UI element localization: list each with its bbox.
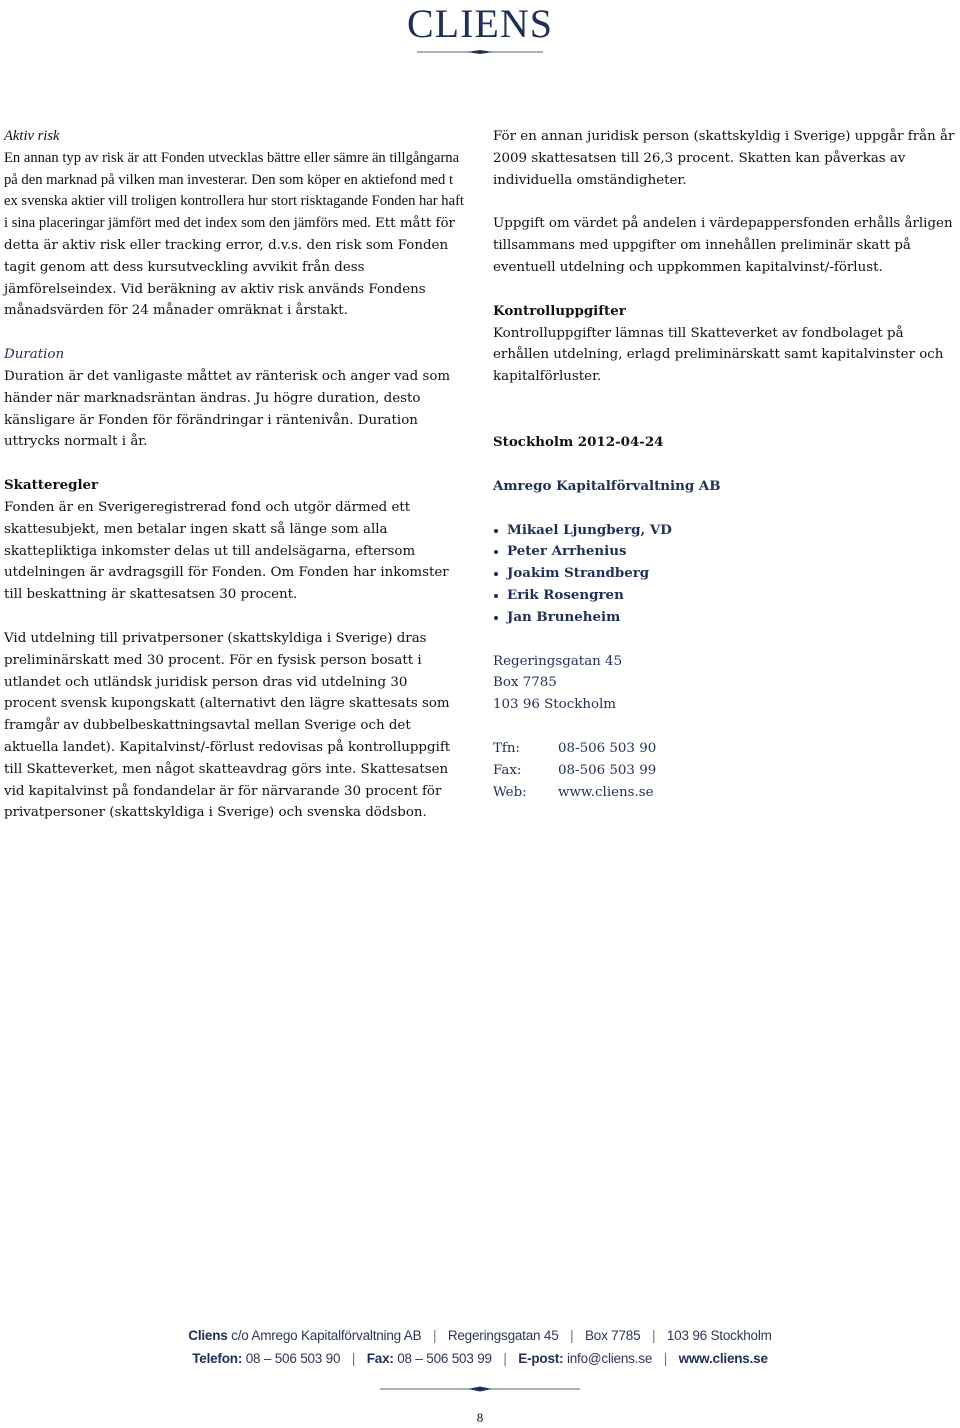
- footer-email-link[interactable]: info@cliens.se: [566, 1351, 653, 1366]
- logo-text: CLIENS: [407, 1, 553, 46]
- footer-separator: |: [432, 1328, 437, 1343]
- cliens-logo: [0, 2, 960, 46]
- footer-co: c/o Amrego Kapitalförvaltning AB: [231, 1328, 422, 1343]
- contact-phone: [493, 738, 958, 760]
- contact-value: 08-506 503 90: [558, 740, 657, 756]
- footer-brand: Cliens: [188, 1328, 228, 1343]
- aktiv-risk-rest: Ett mått för detta är aktiv risk eller tracking error, d.v.s. den risk som Fonden tagit genom att dess kursutveckling avvikit från dess jämförelseindex. Vid beräkning av aktiv risk används Fondens månadsvärden för 24 månader omräknat i årstakt.: [4, 216, 455, 319]
- place-date: Stockholm 2012-04-24: [493, 433, 664, 450]
- footer-box: Box 7785: [584, 1328, 641, 1343]
- skatteregler-heading: Skatteregler: [4, 477, 99, 494]
- right-column: [493, 126, 958, 803]
- address-street: Regeringsgatan 45: [493, 653, 623, 669]
- footer-fax-label: Fax:: [366, 1351, 394, 1366]
- contact-fax: [493, 760, 958, 782]
- contact-label: Fax:: [493, 762, 522, 778]
- footer-separator: |: [570, 1328, 574, 1343]
- uppgift-text: Uppgift om värdet på andelen i värdepappersfonden erhålls årligen tillsammans med uppgifter om innehållen preliminär skatt på eventuell utdelning och uppkommen kapitalvinst/-förlust.: [493, 216, 953, 275]
- board-member: Erik Rosengren: [493, 585, 958, 607]
- footer-contact-line: [0, 1351, 960, 1366]
- skatteregler-p1: Fonden är en Sverigeregistrerad fond och utgör därmed ett skattesubjekt, men betalar ingen skatt så länge som alla skattepliktiga inkomster delas ut till andelsägarna, eftersom utdelningen är avdragsgill för Fonden. Om Fonden har inkomster till beskattning är skattesatsen 30 procent.: [4, 499, 449, 603]
- contact-label: Tfn:: [493, 740, 521, 756]
- footer-tel: 08 – 506 503 90: [245, 1351, 341, 1366]
- address-block: [493, 651, 958, 716]
- footer-fax: 08 – 506 503 99: [397, 1351, 492, 1366]
- footer-separator: |: [351, 1351, 356, 1366]
- footer-separator: |: [663, 1351, 668, 1366]
- board-member: Peter Arrhenius: [493, 541, 958, 563]
- footer-tel-label: Telefon:: [192, 1351, 243, 1366]
- address-box: Box 7785: [493, 675, 557, 691]
- skatteregler-p2: Vid utdelning till privatpersoner (skattskyldiga i Sverige) dras preliminärskatt med 30 procent. För en fysisk person bosatt i utlandet och utländsk juridisk person dras vid utdelning 30 procent svensk kupongskatt (alternativt den lägre skattesats som framgår av dubbelbeskattningsavtal mellan Sverige och det aktuella landet). Kapitalvinst/-förlust redovisas på kontrolluppgift till Skatteverket, men något skatteavdrag görs inte. Skattesatsen vid kapitalvinst på fondandelar är för närvarande 30 procent för privatpersoner (skattskyldiga i Sverige) och svenska dödsbon.: [4, 630, 451, 821]
- left-column: [4, 126, 464, 824]
- aktiv-risk-heading: Aktiv risk: [4, 128, 60, 144]
- kontroll-heading: Kontrolluppgifter: [493, 302, 626, 319]
- footer-street: Regeringsgatan 45: [447, 1328, 559, 1343]
- board-member: Mikael Ljungberg, VD: [493, 520, 958, 542]
- aktiv-risk-lead: En annan typ av risk är att Fonden utvecklas bättre eller sämre än tillgångarna på den marknad på vilken man investerar. Den som köper en aktiefond med t ex svenska aktier vill troligen kontrollera hur stort risktagande Fonden har haft i sina placeringar jämfört med det index som den jämförs med.: [4, 149, 464, 232]
- company-name: Amrego Kapitalförvaltning AB: [493, 477, 721, 494]
- board-member: Jan Bruneheim: [493, 607, 958, 629]
- contact-label: Web:: [493, 784, 527, 800]
- contact-block: [493, 738, 958, 803]
- contact-web: [493, 782, 958, 804]
- footer-address-line: [0, 1328, 960, 1343]
- footer-rule-ornament: [380, 1385, 580, 1393]
- page-number: 8: [476, 1410, 484, 1425]
- board-member: Joakim Strandberg: [493, 563, 958, 585]
- footer-email-label: E-post:: [518, 1351, 564, 1366]
- footer-city: 103 96 Stockholm: [666, 1328, 772, 1343]
- logo-rule-ornament: [417, 48, 543, 56]
- footer-web-link[interactable]: www.cliens.se: [678, 1351, 768, 1366]
- board-list: [493, 520, 958, 629]
- juridisk-person-text: För en annan juridisk person (skattskyldig i Sverige) uppgår från år 2009 skattesatsen till 26,3 procent. Skatten kan påverkas av individuella omständigheter.: [493, 129, 955, 188]
- website-link[interactable]: www.cliens.se: [558, 784, 654, 800]
- footer-separator: |: [651, 1328, 656, 1343]
- kontroll-body: Kontrolluppgifter lämnas till Skatteverket av fondbolaget på erhållen utdelning, erlagd preliminärskatt samt kapitalvinster och kapitalförluster.: [493, 325, 944, 385]
- duration-body: Duration är det vanligaste måttet av ränterisk och anger vad som händer när marknadsräntan ändras. Ju högre duration, desto känsligare är Fonden för förändringar i räntenivån. Duration uttrycks normalt i år.: [4, 368, 451, 450]
- address-city: 103 96 Stockholm: [493, 697, 617, 713]
- contact-value: 08-506 503 99: [558, 762, 657, 778]
- aktiv-risk-text: [4, 148, 464, 322]
- footer-separator: |: [503, 1351, 507, 1366]
- duration-heading: Duration: [4, 347, 65, 363]
